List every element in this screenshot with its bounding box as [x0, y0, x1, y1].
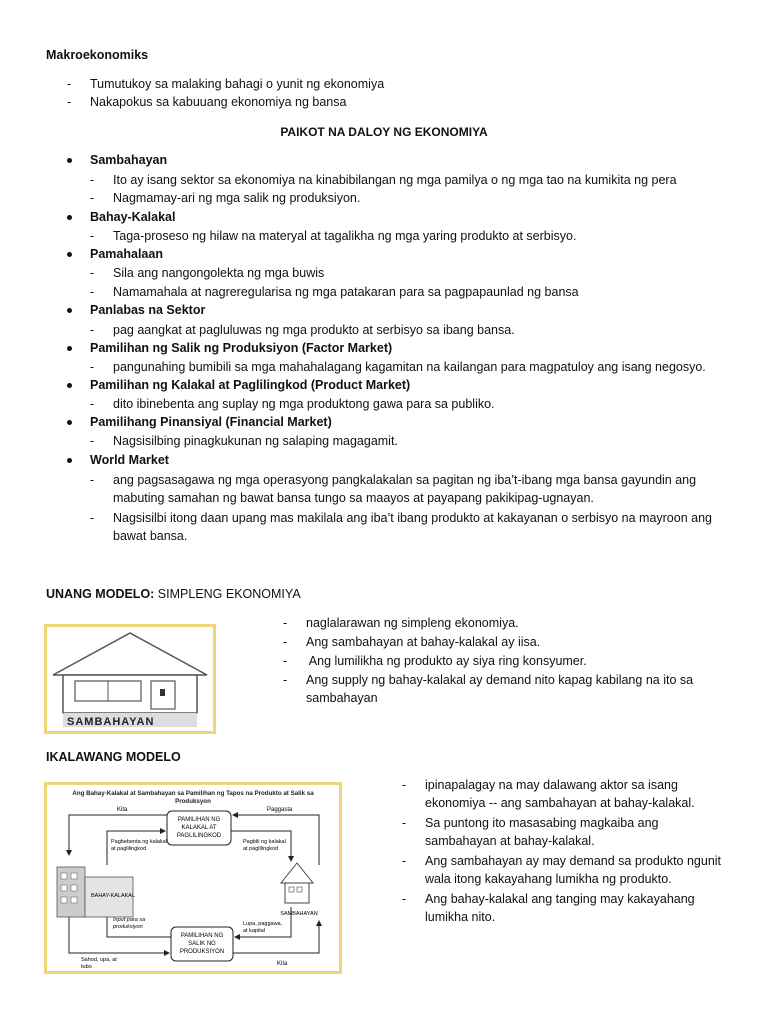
dash-marker: -: [402, 816, 407, 830]
dash-marker: -: [402, 892, 407, 906]
makro-item-1: Tumutukoy sa malaking bahagi o yunit ng ekonomiya: [90, 77, 385, 91]
house-icon: [281, 863, 313, 883]
dash-marker: -: [402, 778, 407, 792]
dash-marker: -: [402, 854, 407, 868]
sector-name: Pamilihan ng Kalakal at Paglilingkod (Product Market): [90, 378, 411, 392]
bullet-marker: [67, 308, 72, 313]
dash-marker: -: [283, 654, 288, 668]
sector-item: Nagmamay-ari ng mga salik ng produksiyon.: [113, 191, 361, 205]
sector-item: ang pagsasagawa ng mga operasyong pangkalakalan sa pagitan ng iba’t-ibang mga bansa gayundin ang mabuting samahan ng bawat bansa tungo sa maayos at payapang pakikipag-ugnayan.: [113, 473, 697, 505]
sector-item: Nagsisilbing pinagkukunan ng salaping magagamit.: [113, 434, 398, 448]
sector-name: Panlabas na Sektor: [90, 303, 206, 317]
bullet-marker: [67, 158, 72, 163]
bullet-marker: [67, 346, 72, 351]
unang-modelo-heading: [46, 585, 301, 603]
bullet-marker: [67, 383, 72, 388]
kita-bottom-label: Kita: [277, 961, 288, 967]
makro-item-2: Nakapokus sa kabuuang ekonomiya ng bansa: [90, 95, 347, 109]
pagbebenta-label: at paglilingkod: [111, 846, 147, 852]
sambahayan-label: SAMBAHAYAN: [280, 911, 318, 917]
factor-market-label: PAMILIHAN NG: [180, 933, 224, 939]
dash-marker: -: [67, 95, 72, 109]
sector-name: Sambahayan: [90, 153, 168, 167]
diagram-title-line: Ang Bahay-Kalakal at Sambahayan sa Pamilihan ng Tapos na Produkto at Salik sa: [72, 790, 314, 797]
dash-marker: -: [283, 635, 288, 649]
dash-marker: -: [90, 360, 95, 374]
sambahayan-caption: SAMBAHAYAN: [67, 716, 155, 728]
paikot-heading: PAIKOT NA DALOY NG EKONOMIYA: [280, 125, 488, 139]
bullet-marker: [67, 252, 72, 257]
sector-name: Pamahalaan: [90, 247, 163, 261]
ikalawa-item-2: Sa puntong ito masasabing magkaiba ang sambahayan at bahay-kalakal.: [425, 816, 659, 848]
bullet-marker: [67, 215, 72, 220]
pagbili-label: Pagbili ng kalakal: [243, 839, 286, 845]
pagbebenta-label: Pagbebenta ng kalakal: [111, 839, 167, 845]
sector-item: Namamahala at nagreregularisa ng mga patakaran para sa pagpapaunlad ng bansa: [113, 285, 579, 299]
ikalawa-item-4: Ang bahay-kalakal ang tanging may kakayahang lumikha nito.: [425, 892, 695, 924]
lupa-label: Lupa, paggawa,: [243, 921, 283, 927]
input-label: Input para sa: [113, 917, 146, 923]
factor-market-label: SALIK NG: [188, 941, 216, 947]
dash-marker: -: [90, 173, 95, 187]
unang-modelo-subtitle: SIMPLENG EKONOMIYA: [154, 587, 301, 601]
bullet-marker: [67, 420, 72, 425]
product-market-label: KALAKAL AT: [181, 825, 217, 831]
paggasta-label: Paggasta: [267, 807, 293, 813]
circular-flow-diagram: [44, 782, 342, 974]
sector-item: pag aangkat at pagluluwas ng mga produkto at serbisyo sa ibang bansa.: [113, 323, 515, 337]
house-illustration: [47, 627, 213, 731]
pagbili-label: at paglilingkod: [243, 846, 279, 852]
dash-marker: -: [90, 229, 95, 243]
sector-name: Bahay-Kalakal: [90, 210, 176, 224]
dash-marker: -: [67, 77, 72, 91]
ikalawa-item-1: ipinapalagay na may dalawang aktor sa isang ekonomiya -- ang sambahayan at bahay-kalakal.: [425, 778, 695, 810]
diagram-title-line: Produksyon: [175, 798, 211, 805]
kita-top-label: Kita: [117, 807, 128, 813]
dash-marker: -: [90, 323, 95, 337]
dash-marker: -: [90, 266, 95, 280]
factor-market-label: PRODUKSIYON: [179, 949, 225, 955]
bahay-kalakal-label: BAHAY-KALAKAL: [91, 893, 136, 899]
sambahayan-figure: [44, 624, 216, 734]
ikalawang-modelo-heading: IKALAWANG MODELO: [46, 750, 181, 764]
door-knob: [160, 689, 165, 696]
sector-name: Pamilihang Pinansiyal (Financial Market): [90, 415, 332, 429]
sector-item: Ito ay isang sektor sa ekonomiya na kinabibilangan ng mga pamilya o ng mga tao na kumikita ng pera: [113, 173, 677, 187]
house-roof: [53, 633, 207, 675]
lupa-label: at kapital: [243, 928, 266, 934]
dash-marker: -: [90, 473, 95, 487]
sector-item: Nagsisilbi itong daan upang mas makilala ang iba’t ibang produkto at kakayanan o serbisyo na mayroon ang bawat bansa.: [113, 511, 712, 543]
sector-name: World Market: [90, 453, 169, 467]
makro-title: Makroekonomiks: [46, 48, 149, 62]
dash-marker: -: [90, 191, 95, 205]
sahod-label: Sahod, upa, at: [81, 957, 117, 963]
dash-marker: -: [90, 397, 95, 411]
dash-marker: -: [90, 285, 95, 299]
dash-marker: -: [283, 673, 288, 687]
product-market-label: PAMILIHAN NG: [177, 817, 221, 823]
dash-marker: -: [90, 511, 95, 525]
sector-item: pangunahing bumibili sa mga mahahalagang kagamitan na kailangan para magpatuloy ang isang negosyo.: [113, 360, 706, 374]
unang-item-4: Ang supply ng bahay-kalakal ay demand nito kapag kabilang na ito sa sambahayan: [306, 673, 694, 705]
unang-item-3: Ang lumilikha ng produkto ay siya ring konsyumer.: [306, 654, 587, 668]
bullet-marker: [67, 458, 72, 463]
sector-item: Taga-proseso ng hilaw na materyal at tagalikha ng mga yaring produkto at serbisyo.: [113, 229, 577, 243]
unang-item-2: Ang sambahayan at bahay-kalakal ay iisa.: [306, 635, 541, 649]
dash-marker: -: [90, 434, 95, 448]
sector-item: Sila ang nangongolekta ng mga buwis: [113, 266, 325, 280]
sector-item: dito ibinebenta ang suplay ng mga produktong gawa para sa publiko.: [113, 397, 495, 411]
ikalawa-item-3: Ang sambahayan ay may demand sa produkto ngunit wala itong kakayahang lumikha ng produkto.: [425, 854, 722, 886]
sector-name: Pamilihan ng Salik ng Produksiyon (Factor Market): [90, 341, 393, 355]
circular-flow-svg: [47, 785, 339, 971]
sahod-label: tubo: [81, 964, 92, 970]
product-market-label: PAGLILINGKOD: [176, 833, 222, 839]
dash-marker: -: [283, 616, 288, 630]
unang-item-1: naglalarawan ng simpleng ekonomiya.: [306, 616, 519, 630]
unang-modelo-label: UNANG MODELO:: [46, 587, 155, 601]
input-label: produksiyon: [113, 924, 143, 930]
